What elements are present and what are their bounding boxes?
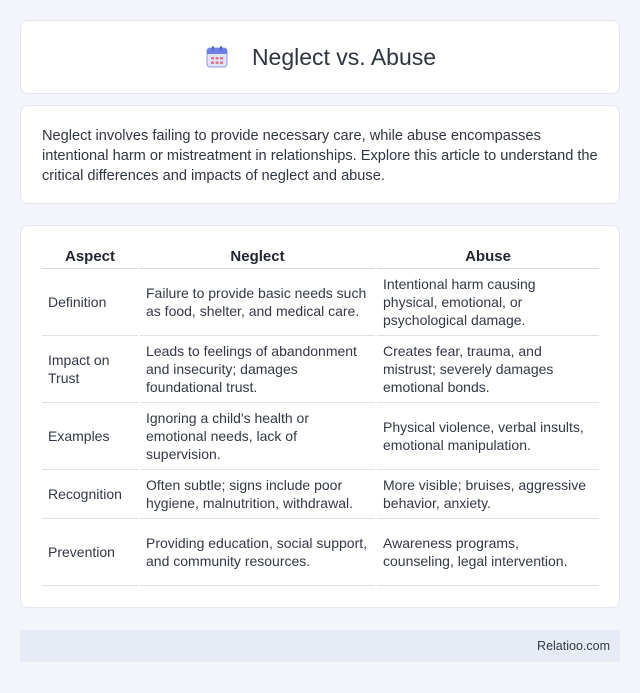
- comparison-table-card: [20, 225, 620, 608]
- title-card: [20, 20, 620, 94]
- row-aspect: Recognition: [42, 470, 138, 519]
- table-row: [42, 470, 599, 519]
- intro-text: Neglect involves failing to provide necessary care, while abuse encompasses intentional harm or mistreatment in relationships. Explore this article to understand the critical differences and impacts of neglect and abuse.: [42, 128, 598, 184]
- page-title: Neglect vs. Abuse: [251, 43, 437, 70]
- row-aspect: Definition: [42, 269, 138, 336]
- row-neglect: Providing education, social support, and community resources.: [140, 519, 375, 586]
- row-abuse: Intentional harm causing physical, emotional, or psychological damage.: [377, 269, 599, 336]
- row-neglect: Failure to provide basic needs such as food, shelter, and medical care.: [140, 269, 375, 336]
- table-row: [42, 269, 599, 336]
- row-neglect: Leads to feelings of abandonment and insecurity; damages foundational trust.: [140, 336, 375, 403]
- row-abuse: Creates fear, trauma, and mistrust; severely damages emotional bonds.: [377, 336, 599, 403]
- table-row: [42, 519, 599, 586]
- intro-card: [20, 105, 620, 204]
- footer: [20, 630, 620, 662]
- header-neglect: Neglect: [140, 246, 375, 269]
- row-abuse: Awareness programs, counseling, legal intervention.: [377, 519, 599, 586]
- row-aspect: Examples: [42, 403, 138, 470]
- header-abuse: Abuse: [377, 246, 599, 269]
- row-abuse: Physical violence, verbal insults, emotional manipulation.: [377, 403, 599, 470]
- row-neglect: Often subtle; signs include poor hygiene, malnutrition, withdrawal.: [140, 470, 375, 519]
- footer-brand[interactable]: Relatioo.com: [537, 639, 610, 653]
- table-row: [42, 336, 599, 403]
- comparison-table: [40, 246, 601, 586]
- table-header-row: [42, 246, 599, 269]
- row-neglect: Ignoring a child's health or emotional needs, lack of supervision.: [140, 403, 375, 470]
- header-aspect: Aspect: [42, 246, 138, 269]
- table-row: [42, 403, 599, 470]
- row-abuse: More visible; bruises, aggressive behavior, anxiety.: [377, 470, 599, 519]
- row-aspect: Prevention: [42, 519, 138, 586]
- row-aspect: Impact on Trust: [42, 336, 138, 403]
- calendar-icon: [204, 44, 230, 70]
